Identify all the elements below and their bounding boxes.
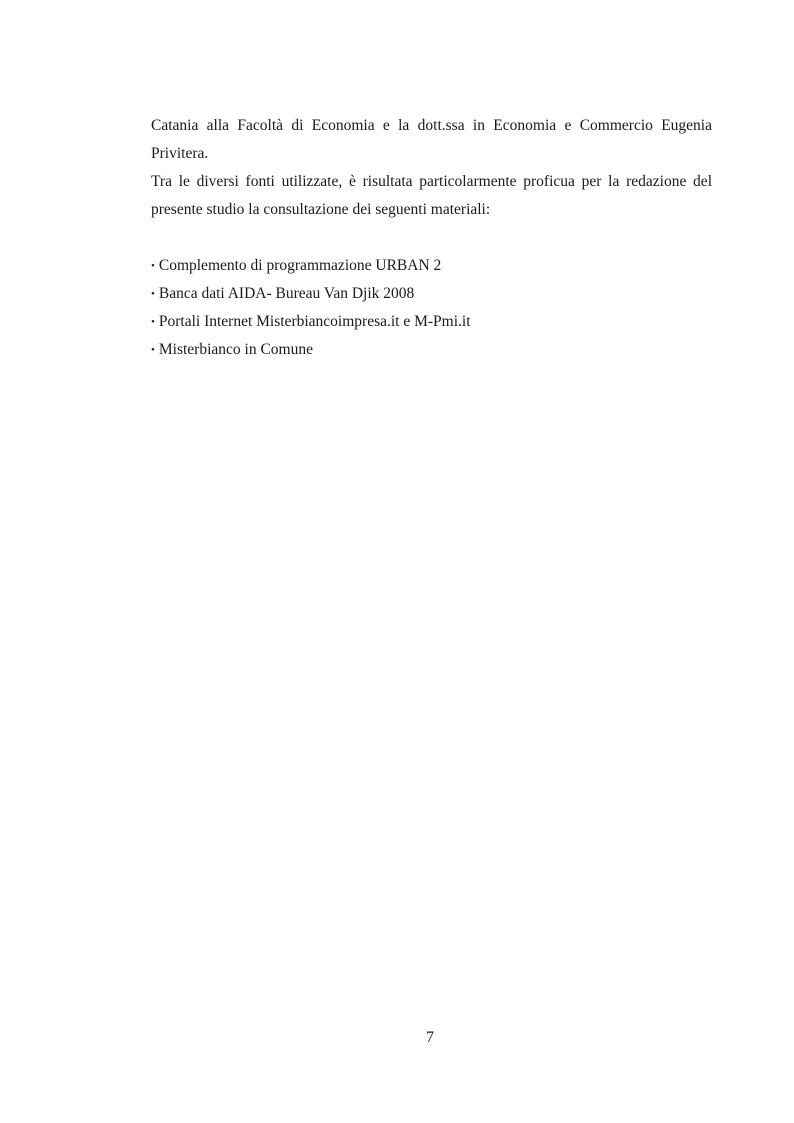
list-item-text: Portali Internet Misterbiancoimpresa.it e M-Pmi.it (158, 313, 471, 330)
page-number: 7 (426, 1029, 434, 1046)
bullet-icon: • (151, 260, 155, 272)
list-item-text: Complemento di programmazione URBAN 2 (158, 257, 442, 274)
list-item-text: Banca dati AIDA- Bureau Van Djik 2008 (158, 285, 415, 302)
bullet-icon: • (151, 288, 155, 300)
body-text (151, 112, 712, 364)
bullet-icon: • (151, 344, 155, 356)
list-item (151, 308, 712, 336)
list-item-text: Misterbianco in Comune (158, 341, 313, 358)
bullet-icon: • (151, 316, 155, 328)
list-item (151, 252, 712, 280)
list-item (151, 336, 712, 364)
materials-list (151, 252, 712, 364)
list-item (151, 280, 712, 308)
paragraph-sources-intro: Tra le diversi fonti utilizzate, è risultata particolarmente proficua per la redazione del presente studio la consultazione dei seguenti materiali: (151, 173, 712, 218)
paragraph-acknowledgement: Catania alla Facoltà di Economia e la dott.ssa in Economia e Commercio Eugenia Privitera. (151, 117, 712, 162)
